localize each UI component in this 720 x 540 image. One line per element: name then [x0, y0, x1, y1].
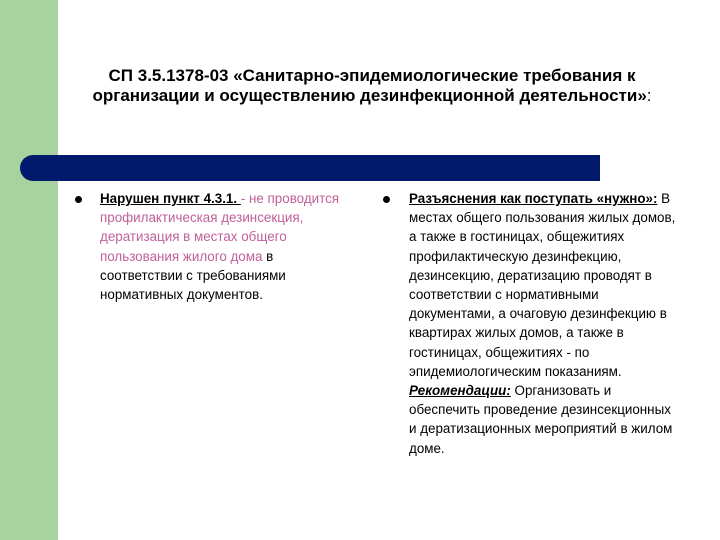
recommendation-label: Рекомендации:	[409, 383, 511, 399]
explanation-body: В местах общего пользования жилых домов, а также в гостиницах, общежитиях профилактическую дезинфекцию, дезинсекцию, дератизацию проводят в соответствии с нормативными документами, а очаговую дезинфекцию в квартирах жилых домов, а также в гостиницах, общежитиях - по эпидемиологическим показаниям.	[409, 191, 676, 379]
right-column-text	[409, 189, 679, 458]
explanation-heading: Разъяснения как поступать «нужно»:	[409, 191, 658, 206]
left-column-text	[100, 189, 345, 304]
slide-title	[62, 66, 682, 106]
divider-bar	[20, 155, 600, 181]
title-colon: :	[646, 86, 652, 105]
violation-rest: в соответствии с требованиями нормативных документов.	[100, 248, 286, 303]
bullet-right-icon	[383, 196, 390, 203]
violation-highlight: - не проводится профилактическая дезинсекция, дератизация в местах общего пользования жилого дома	[100, 191, 340, 264]
title-main: СП 3.5.1378-03 «Санитарно-эпидемиологические требования к организации и осуществлению дезинфекционной деятельности»	[92, 66, 647, 105]
bullet-left-icon	[75, 196, 82, 203]
recommendation-text: Организовать и обеспечить проведение дезинсекционных и дератизационных мероприятий в жилом доме.	[409, 383, 673, 456]
violation-heading: Нарушен пункт 4.3.1.	[100, 191, 241, 206]
